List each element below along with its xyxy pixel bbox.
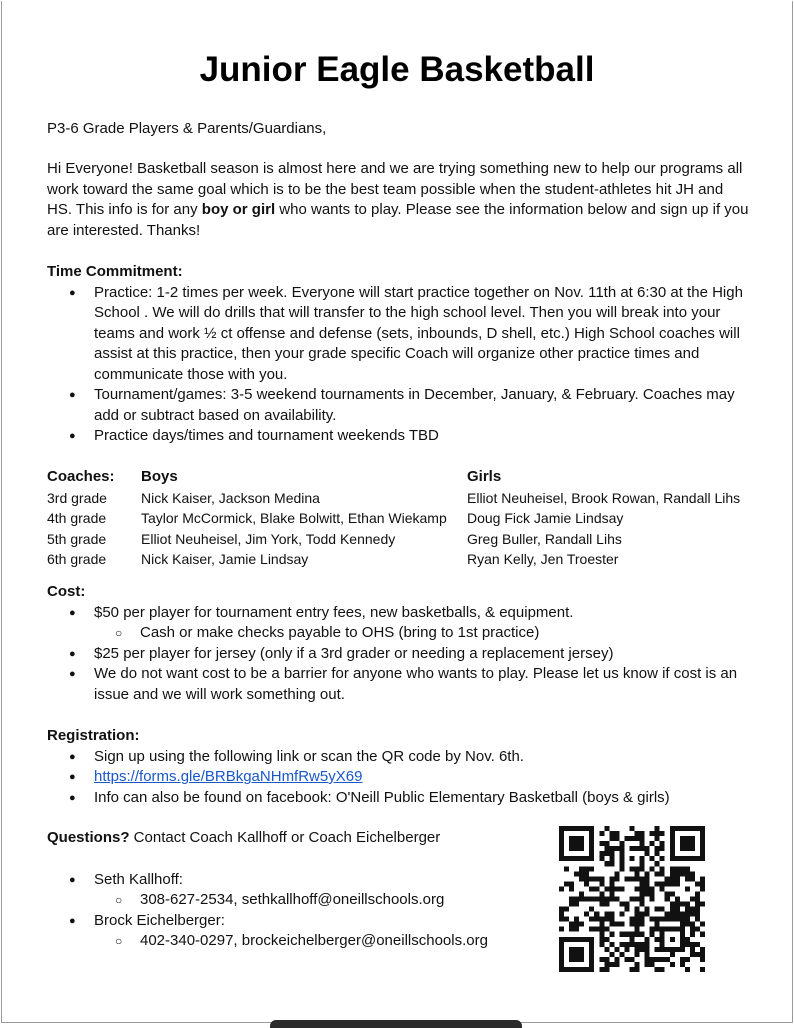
- girls-cell: Greg Buller, Randall Lihs: [467, 530, 622, 547]
- time-commitment-list: [47, 283, 752, 447]
- coaches-section: [47, 467, 752, 570]
- grade-cell: 6th grade: [47, 551, 107, 567]
- coaches-table: [47, 467, 740, 570]
- list-item: ● Practice: 1-2 times per week. Everyone will start practice together on Nov. 11th at 6:30 at the High School . We will do drills that will transfer to the high school level. Then you will break into your teams and work ½ ct offense and defense (sets, inbounds, D shell, etc.) High School coaches will assist at this practice, then your grade specific Coach will organize other practice times and communicate those with you.: [47, 283, 752, 386]
- list-sub-item: ○ Cash or make checks payable to OHS (bring to 1st practice): [47, 623, 752, 644]
- list-item: ● Brock Eichelberger:: [47, 911, 547, 932]
- intro-bold: boy or girl: [201, 201, 276, 218]
- registration-heading: Registration:: [47, 727, 140, 744]
- list-sub-item: ○ 308-627-2534, sethkallhoff@oneillschools.org: [47, 890, 547, 911]
- grade-cell: 3rd grade: [47, 489, 107, 506]
- questions-section: [47, 828, 547, 952]
- list-item: ● Tournament/games: 3-5 weekend tournaments in December, January, & February. Coaches may add or subtract based on availability.: [47, 385, 752, 426]
- table-row: [47, 508, 740, 529]
- list-item: ● We do not want cost to be a barrier for anyone who wants to play. Please let us know if cost is an issue and we will work something out.: [47, 664, 752, 705]
- boys-cell: Taylor McCormick, Blake Bolwitt, Ethan Wiekamp: [141, 510, 447, 526]
- time-commitment-heading: Time Commitment:: [47, 263, 183, 280]
- bottom-handle: [270, 1020, 522, 1028]
- table-row: [47, 549, 740, 570]
- girls-cell: Ryan Kelly, Jen Troester: [467, 551, 619, 567]
- contacts-list: [47, 870, 547, 952]
- grade-cell: 5th grade: [47, 530, 107, 547]
- questions-line: Questions? Contact Coach Kallhoff or Coach Eichelberger: [47, 829, 441, 846]
- list-item: ● Info can also be found on facebook: O'Neill Public Elementary Basketball (boys & girls): [47, 788, 752, 809]
- cost-heading: Cost:: [47, 583, 86, 600]
- signup-link[interactable]: https://forms.gle/BRBkgaNHmfRw5yX69: [94, 768, 363, 785]
- boys-header: Boys: [141, 468, 178, 485]
- girls-cell: Elliot Neuheisel, Brook Rowan, Randall Lihs: [467, 489, 741, 506]
- page-title: Junior Eagle Basketball: [199, 50, 595, 89]
- boys-cell: Nick Kaiser, Jamie Lindsay: [141, 551, 309, 567]
- qr-code-icon[interactable]: [559, 826, 705, 972]
- intro-paragraph: Hi Everyone! Basketball season is almost here and we are trying something new to help our programs all work toward the same goal which is to be the best team possible when the student-athletes hit JH and HS. This info is for any boy or girl who wants to play. Please see the information below and sign up if you are interested. Thanks!: [47, 160, 749, 239]
- girls-cell: Doug Fick Jamie Lindsay: [467, 510, 624, 526]
- grade-cell: 4th grade: [47, 510, 107, 526]
- registration-list: [47, 747, 752, 809]
- list-item: [47, 767, 752, 788]
- boys-cell: Nick Kaiser, Jackson Medina: [141, 489, 320, 506]
- greeting: P3-6 Grade Players & Parents/Guardians,: [47, 120, 327, 137]
- list-item: ● Sign up using the following link or scan the QR code by Nov. 6th.: [47, 747, 752, 768]
- table-row: [47, 529, 740, 550]
- list-sub-item: ○ 402-340-0297, brockeichelberger@oneillschools.org: [47, 931, 547, 952]
- list-item: ● $25 per player for jersey (only if a 3rd grader or needing a replacement jersey): [47, 644, 752, 665]
- list-item: ● Seth Kallhoff:: [47, 870, 547, 891]
- list-item: ● $50 per player for tournament entry fees, new basketballs, & equipment.: [47, 603, 752, 624]
- registration-section: [47, 726, 752, 808]
- cost-list: [47, 603, 752, 706]
- list-item: ● Practice days/times and tournament weekends TBD: [47, 426, 752, 447]
- cost-section: [47, 582, 752, 705]
- coaches-header: Coaches:: [47, 468, 115, 485]
- girls-header: Girls: [467, 468, 502, 485]
- boys-cell: Elliot Neuheisel, Jim York, Todd Kennedy: [141, 530, 396, 547]
- table-header-row: [47, 467, 740, 488]
- time-commitment-section: [47, 262, 752, 447]
- table-row: [47, 488, 740, 509]
